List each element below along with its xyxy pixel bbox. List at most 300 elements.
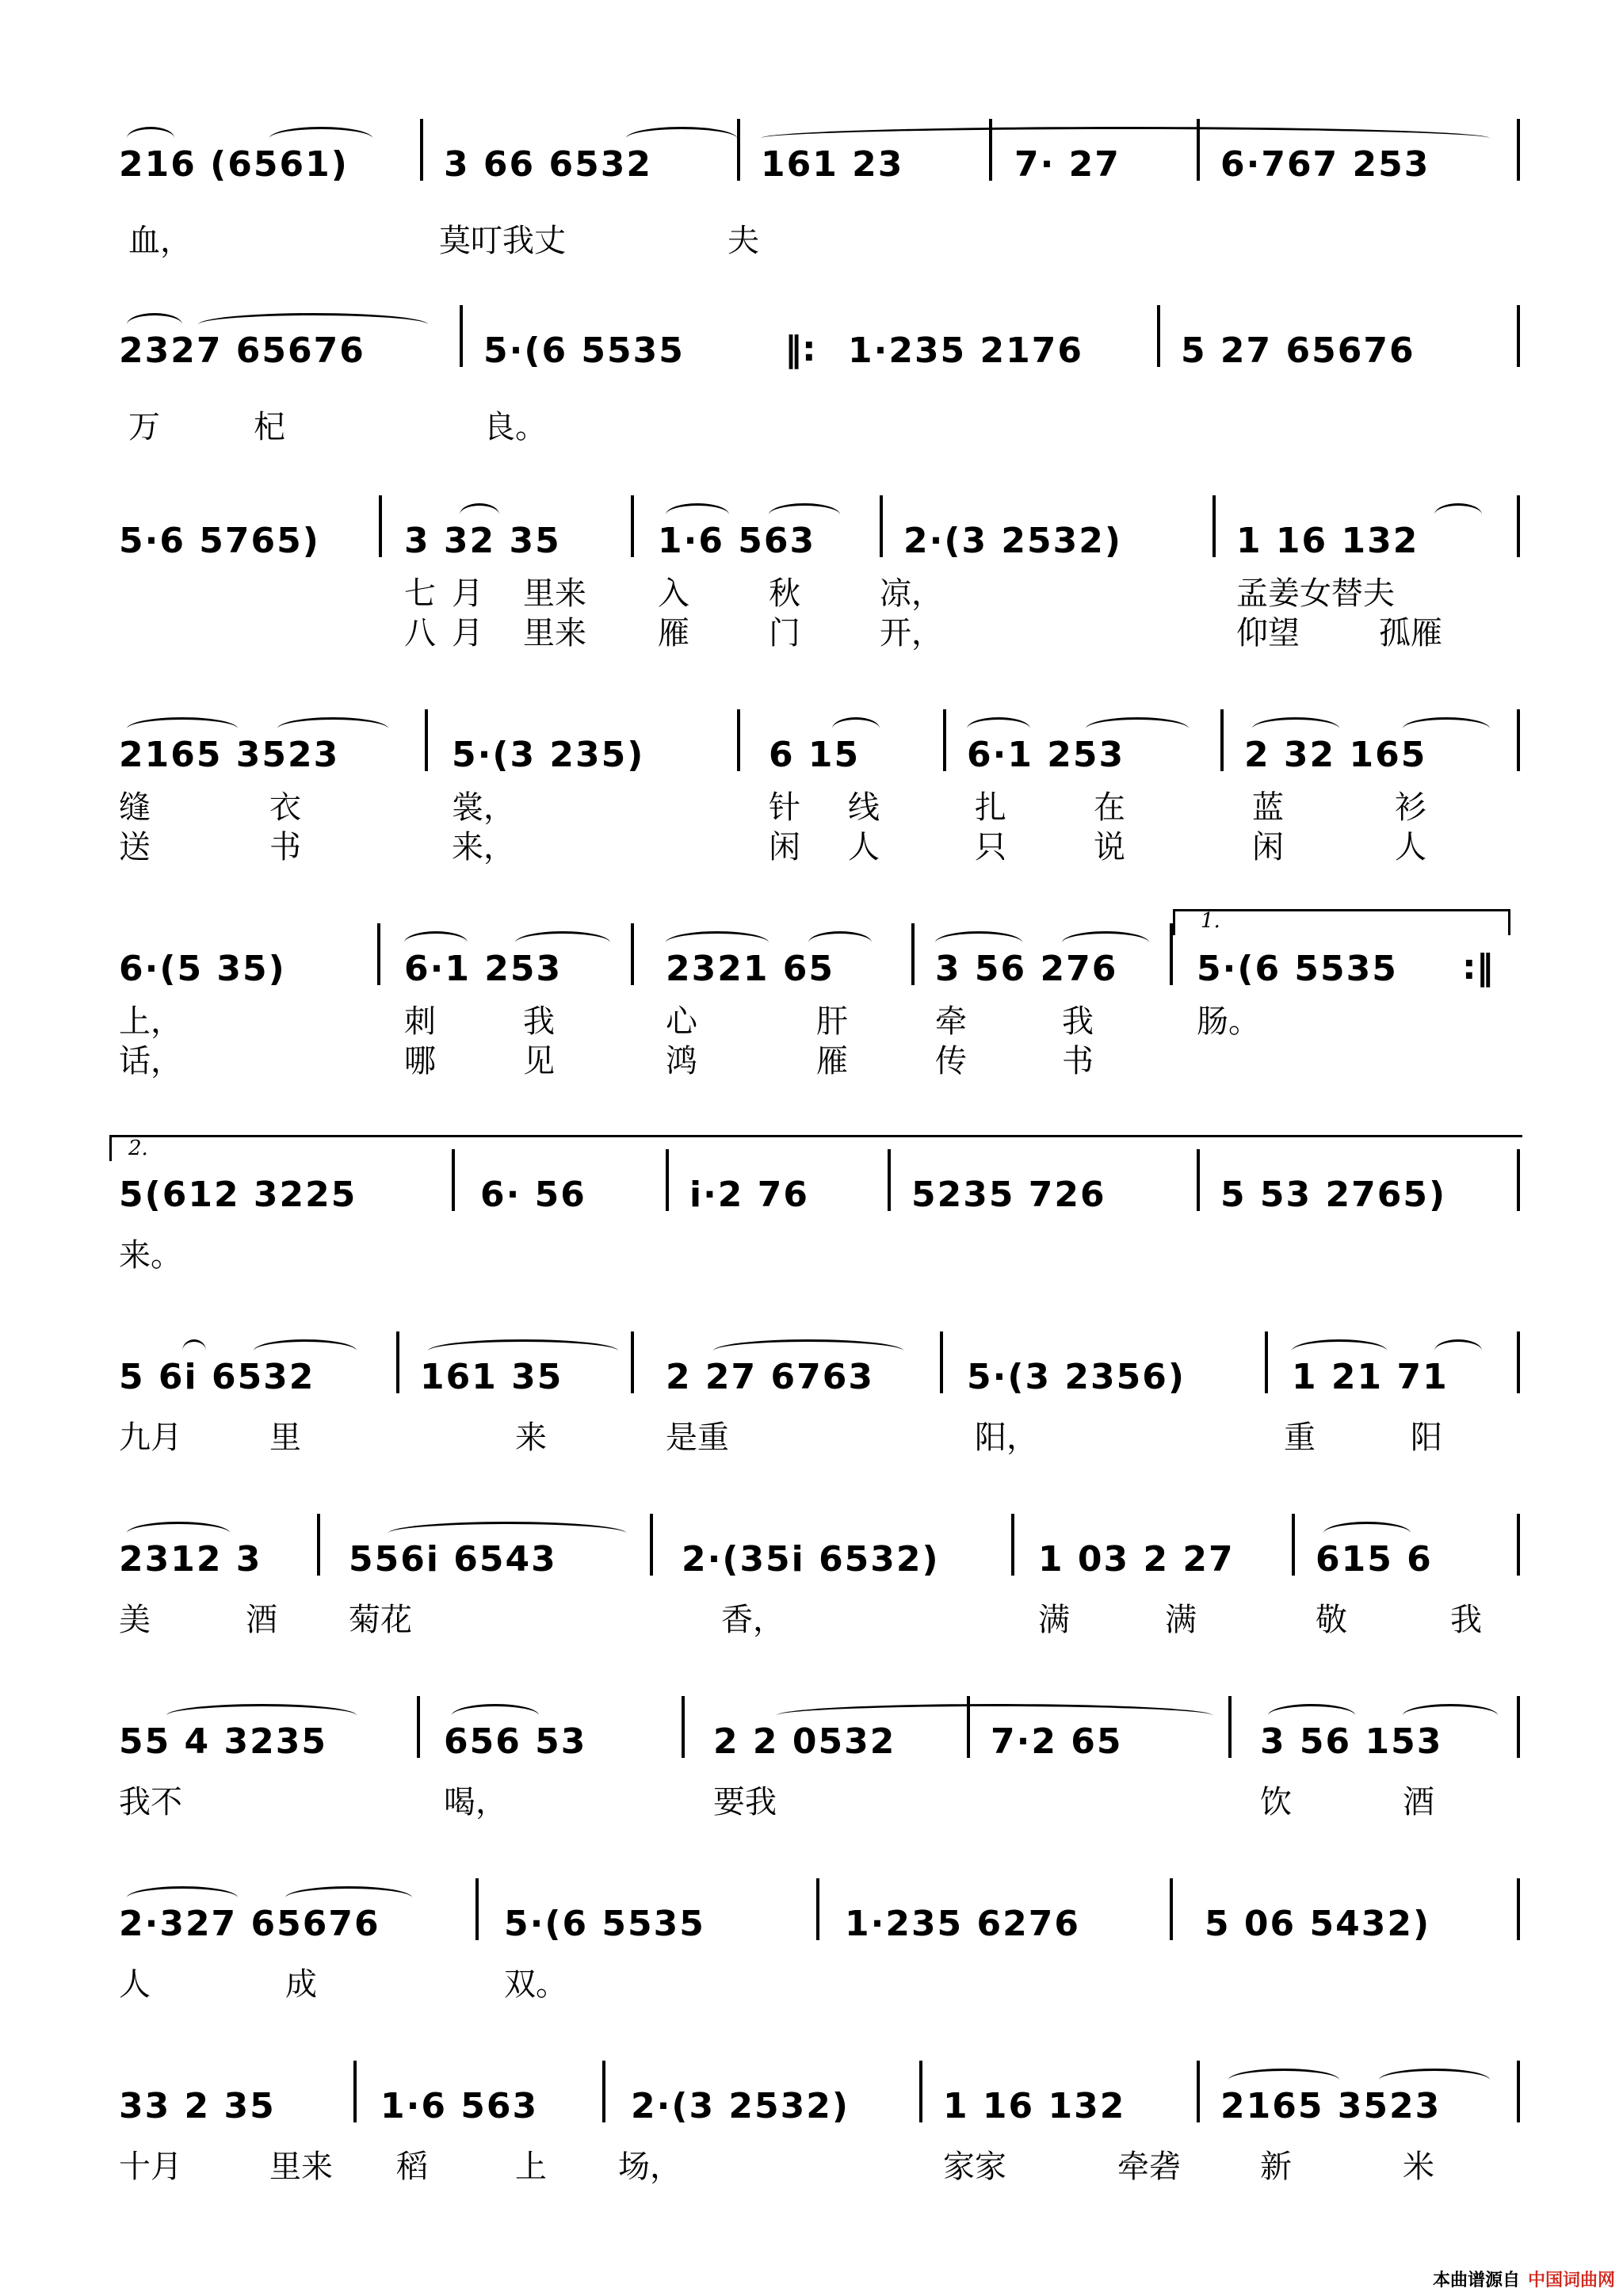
lyric: 门 — [769, 615, 800, 651]
lyric: 我 — [1450, 1602, 1482, 1638]
measure — [119, 127, 412, 198]
measure — [119, 503, 388, 575]
lyric-row — [119, 822, 1522, 865]
lyric: 里来 — [523, 575, 586, 612]
measure — [404, 931, 634, 1003]
measure — [1244, 717, 1514, 789]
lyric: 扎 — [975, 789, 1006, 826]
lyric: 血， — [128, 223, 192, 259]
jianpu-notes: 5 06 5432) — [1205, 1904, 1431, 1944]
system-3 — [119, 487, 1522, 662]
jianpu-notes: 2·(35i 6532) — [682, 1539, 940, 1580]
lyric: 送 — [119, 829, 151, 865]
slur — [1434, 1339, 1482, 1362]
measure — [713, 1704, 959, 1775]
lyric: 要我 — [713, 1784, 777, 1820]
system-5 — [119, 909, 1522, 1090]
barline — [737, 709, 740, 771]
lyric: 心 — [666, 1003, 697, 1040]
lyric: 万 — [128, 409, 160, 445]
lyric: 美 — [119, 1602, 151, 1638]
lyric-row — [119, 996, 1522, 1040]
lyric: 重 — [1284, 1419, 1316, 1456]
lyric: 双。 — [504, 1966, 567, 2003]
jianpu-notes: 7·2 65 — [991, 1721, 1123, 1762]
measure — [769, 717, 927, 789]
lyric: 里来 — [269, 2149, 333, 2185]
lyric: 哪 — [404, 1043, 436, 1079]
measure — [420, 1339, 626, 1411]
slur — [666, 503, 729, 526]
barline — [1292, 1514, 1295, 1576]
measure — [119, 1704, 388, 1775]
lyric: 牵砻 — [1117, 2149, 1181, 2185]
slur — [285, 1886, 412, 1909]
system-10 — [119, 1870, 1522, 2029]
measure — [689, 1157, 880, 1228]
slur — [452, 1704, 539, 1727]
system-1 — [119, 111, 1522, 269]
measure — [1205, 1886, 1514, 1958]
barline — [377, 923, 380, 985]
notation-line — [119, 111, 1522, 230]
measure — [682, 1522, 1014, 1593]
barline — [1220, 709, 1224, 771]
lyric: 来 — [515, 1419, 547, 1456]
measure — [935, 931, 1181, 1003]
lyric: 传 — [935, 1043, 967, 1079]
lyric: 雁 — [658, 615, 689, 651]
barline — [631, 495, 634, 557]
slur — [1252, 717, 1339, 740]
slur — [460, 503, 499, 526]
barline — [1517, 305, 1520, 367]
barline — [353, 2061, 357, 2122]
jianpu-notes: 6·767 253 — [1220, 144, 1430, 185]
measure — [483, 313, 769, 384]
barline — [666, 1149, 669, 1211]
lyric: 里 — [269, 1419, 301, 1456]
system-2 — [119, 297, 1522, 456]
lyric: 良。 — [483, 409, 547, 445]
barline — [1170, 923, 1173, 985]
lyric-row — [119, 1412, 1522, 1456]
slur — [769, 503, 840, 526]
lyric: 月 — [452, 615, 483, 651]
jianpu-notes: 3 56 153 — [1260, 1721, 1443, 1762]
lyric: 孟姜女替夫 — [1236, 575, 1395, 612]
measure — [666, 1339, 911, 1411]
jianpu-notes: 2 32 165 — [1244, 735, 1427, 775]
lyric: 九月 — [119, 1419, 182, 1456]
jianpu-notes: 5 53 2765) — [1220, 1175, 1447, 1215]
slur — [254, 1339, 357, 1362]
slur — [127, 127, 174, 150]
barline — [888, 1149, 891, 1211]
lyric: 阳 — [1411, 1419, 1442, 1456]
jianpu-notes: 55 4 3235 — [119, 1721, 327, 1762]
slur — [388, 1522, 626, 1545]
system-6 — [119, 1137, 1522, 1292]
volta-label: 1. — [1201, 909, 1220, 933]
lyric: 仰望 — [1236, 615, 1300, 651]
barline — [1517, 1878, 1520, 1940]
barline — [1197, 119, 1200, 181]
measure — [119, 1522, 309, 1593]
measure — [504, 1886, 805, 1958]
lyric: 针 — [769, 789, 800, 826]
barline — [911, 923, 915, 985]
slur — [626, 127, 737, 150]
barline — [737, 119, 740, 181]
lyric: 刺 — [404, 1003, 436, 1040]
measure — [119, 313, 436, 384]
barline — [940, 1331, 943, 1393]
lyric: 上， — [119, 1003, 182, 1040]
lyric-row — [119, 568, 1522, 612]
lyric: 孤雁 — [1379, 615, 1442, 651]
jianpu-notes: 1 21 71 — [1292, 1357, 1449, 1397]
slur — [808, 931, 872, 954]
slur — [1228, 2069, 1339, 2092]
barline — [475, 1878, 479, 1940]
lyric: 新 — [1260, 2149, 1292, 2185]
barline — [1197, 2061, 1200, 2122]
lyric-row — [119, 1036, 1522, 1079]
lyric: 雁 — [816, 1043, 848, 1079]
measure — [119, 1339, 388, 1411]
system-7 — [119, 1324, 1522, 1482]
lyric: 话， — [119, 1043, 182, 1079]
jianpu-notes: 5 6i 6532 — [119, 1357, 315, 1397]
jianpu-notes: 2321 65 — [666, 949, 835, 989]
barline — [631, 923, 634, 985]
barline — [602, 2061, 605, 2122]
barline — [317, 1514, 320, 1576]
lyric-row — [119, 782, 1522, 826]
measure — [119, 1157, 452, 1228]
jianpu-notes: 33 2 35 — [119, 2086, 276, 2126]
lyric: 喝， — [444, 1784, 507, 1820]
lyric: 敬 — [1316, 1602, 1347, 1638]
barline — [919, 2061, 922, 2122]
jianpu-notes: 5·(3 235) — [452, 735, 645, 775]
measure — [1220, 2069, 1514, 2140]
notation-line — [119, 297, 1522, 416]
barline — [379, 495, 382, 557]
measure — [1220, 1157, 1514, 1228]
measure — [1292, 1339, 1514, 1411]
lyric: 我 — [1062, 1003, 1094, 1040]
lyric: 只 — [975, 829, 1006, 865]
lyric: 莫叮我丈 — [439, 223, 566, 259]
slur — [182, 1339, 206, 1362]
lyric: 书 — [1062, 1043, 1094, 1079]
barline — [452, 1149, 455, 1211]
measure — [1260, 1704, 1514, 1775]
source-label: 本曲谱源自 — [1432, 2271, 1520, 2290]
lyric: 见 — [523, 1043, 555, 1079]
measure — [631, 2069, 916, 2140]
system-11 — [119, 2053, 1522, 2211]
lyric: 鸿 — [666, 1043, 697, 1079]
lyric: 八 — [404, 615, 436, 651]
slur — [269, 127, 372, 150]
lyric: 七 — [404, 575, 436, 612]
jianpu-notes: 5·(3 2356) — [967, 1357, 1186, 1397]
slur — [127, 1886, 238, 1909]
lyric: 是重 — [666, 1419, 729, 1456]
lyric: 月 — [452, 575, 483, 612]
slur — [935, 931, 1022, 954]
jianpu-notes: 5 27 65676 — [1181, 330, 1415, 371]
barline — [460, 305, 463, 367]
lyric: 香， — [721, 1602, 785, 1638]
lyric: 满 — [1038, 1602, 1070, 1638]
jianpu-notes: 1·235 6276 — [845, 1904, 1080, 1944]
slur — [127, 1522, 230, 1545]
barline — [880, 495, 883, 557]
jianpu-notes: 656 53 — [444, 1721, 587, 1762]
lyric-row — [119, 216, 1522, 259]
barline — [1517, 1331, 1520, 1393]
barline — [425, 709, 428, 771]
measure — [349, 1522, 650, 1593]
measure — [967, 1339, 1252, 1411]
site-brand-link[interactable]: 中国词曲网 — [1527, 2271, 1615, 2290]
jianpu-notes: 7· 27 — [1014, 144, 1121, 185]
slur — [404, 931, 468, 954]
slur — [166, 1704, 357, 1727]
jianpu-notes: 1·235 2176 — [848, 330, 1083, 371]
measure — [1181, 313, 1514, 384]
jianpu-notes: i·2 76 — [689, 1175, 809, 1215]
jianpu-notes: 5·(6 5535 — [504, 1904, 705, 1944]
jianpu-notes: 2165 3523 — [1220, 2086, 1442, 2126]
measure — [119, 931, 365, 1003]
lyric: 酒 — [246, 1602, 277, 1638]
barline — [420, 119, 423, 181]
lyric: 来。 — [119, 1237, 182, 1274]
lyric: 杞 — [254, 409, 285, 445]
lyric: 秋 — [769, 575, 800, 612]
slur — [1086, 717, 1189, 740]
jianpu-notes: 2·(3 2532) — [631, 2086, 850, 2126]
jianpu-notes: 161 35 — [420, 1357, 563, 1397]
repeat-end-sign: :‖ — [1462, 947, 1494, 988]
measure — [903, 503, 1205, 575]
barline — [1517, 2061, 1520, 2122]
jianpu-notes: 2165 3523 — [119, 735, 340, 775]
system-8 — [119, 1506, 1522, 1664]
slur — [127, 717, 238, 740]
jianpu-notes: 2 2 0532 — [713, 1721, 896, 1762]
barline — [1228, 1696, 1232, 1758]
measure — [1220, 127, 1522, 198]
slur — [127, 313, 182, 336]
jianpu-notes: 615 6 — [1316, 1539, 1433, 1580]
lyric: 我 — [523, 1003, 555, 1040]
jianpu-notes: 2 27 6763 — [666, 1357, 874, 1397]
measure — [991, 1704, 1228, 1775]
lyric-row — [119, 1595, 1522, 1638]
jianpu-notes: 6·1 253 — [967, 735, 1125, 775]
barline — [1212, 495, 1216, 557]
system-9 — [119, 1688, 1522, 1847]
barline — [631, 1331, 634, 1393]
barline — [417, 1696, 420, 1758]
barline — [1517, 1696, 1520, 1758]
jianpu-notes: 2327 65676 — [119, 330, 365, 371]
lyric: 开， — [880, 615, 943, 651]
lyric: 肝 — [816, 1003, 848, 1040]
measure — [1038, 1522, 1276, 1593]
barline — [1517, 1514, 1520, 1576]
measure — [761, 127, 999, 198]
jianpu-notes: 5235 726 — [911, 1175, 1106, 1215]
lyric: 家家 — [943, 2149, 1006, 2185]
slur — [198, 313, 428, 336]
barline — [396, 1331, 399, 1393]
measure — [943, 2069, 1212, 2140]
source-watermark — [1433, 2267, 1615, 2291]
barline — [1517, 495, 1520, 557]
lyric: 米 — [1403, 2149, 1434, 2185]
slur — [515, 931, 610, 954]
barline — [943, 709, 946, 771]
slur — [967, 717, 1030, 740]
lyric: 人 — [1395, 829, 1426, 865]
barline — [1517, 119, 1520, 181]
barline — [967, 1696, 970, 1758]
jianpu-notes: 1·6 563 — [380, 2086, 539, 2126]
lyric: 稻 — [396, 2149, 428, 2185]
lyric: 饮 — [1260, 1784, 1292, 1820]
lyric: 肠。 — [1197, 1003, 1260, 1040]
lyric: 闲 — [769, 829, 800, 865]
slur — [832, 717, 880, 740]
jianpu-notes: 1 16 132 — [943, 2086, 1126, 2126]
measure — [119, 717, 420, 789]
jianpu-notes: 216 (6561) — [119, 144, 349, 185]
slur — [428, 1339, 618, 1362]
lyric: 书 — [269, 829, 301, 865]
measure — [119, 1886, 452, 1958]
measure — [480, 1157, 663, 1228]
lyric-row — [119, 1777, 1522, 1820]
jianpu-notes: 2312 3 — [119, 1539, 262, 1580]
lyric: 上 — [515, 2149, 547, 2185]
measure — [845, 1886, 1178, 1958]
lyric: 我不 — [119, 1784, 182, 1820]
barline — [1517, 709, 1520, 771]
jianpu-notes: 5(612 3225 — [119, 1175, 357, 1215]
jianpu-notes: 5·6 5765) — [119, 521, 320, 561]
slur — [1403, 1704, 1498, 1727]
lyric: 人 — [119, 1966, 151, 2003]
barline — [650, 1514, 653, 1576]
jianpu-notes: 5·(6 5535 — [1197, 949, 1398, 989]
lyric: 衣 — [269, 789, 301, 826]
barline — [1011, 1514, 1014, 1576]
lyric: 夫 — [727, 223, 759, 259]
lyric: 人 — [848, 829, 880, 865]
lyric-row — [119, 402, 1522, 445]
lyric: 入 — [658, 575, 689, 612]
barline — [1517, 1149, 1520, 1211]
jianpu-notes: 161 23 — [761, 144, 904, 185]
lyric: 来， — [452, 829, 515, 865]
lyric-row — [119, 1959, 1522, 2003]
lyric: 裳， — [452, 789, 515, 826]
measure — [1197, 931, 1498, 1003]
lyric: 里来 — [523, 615, 586, 651]
measure — [404, 503, 642, 575]
jianpu-notes: 2·(3 2532) — [903, 521, 1122, 561]
jianpu-notes: 3 66 6532 — [444, 144, 652, 185]
lyric: 满 — [1165, 1602, 1197, 1638]
measure — [911, 1157, 1212, 1228]
lyric: 闲 — [1252, 829, 1284, 865]
lyric: 线 — [848, 789, 880, 826]
barline — [1265, 1331, 1268, 1393]
jianpu-notes: 6·1 253 — [404, 949, 563, 989]
jianpu-notes: 5·(6 5535 — [483, 330, 685, 371]
jianpu-notes: 1 03 2 27 — [1038, 1539, 1235, 1580]
jianpu-notes: 1 16 132 — [1236, 521, 1419, 561]
lyric: 成 — [285, 1966, 317, 2003]
lyric-row — [119, 608, 1522, 651]
jianpu-notes: 3 56 276 — [935, 949, 1118, 989]
jianpu-notes: 6 15 — [769, 735, 861, 775]
lyric: 说 — [1094, 829, 1125, 865]
slur — [1323, 1522, 1411, 1545]
jianpu-notes: 1·6 563 — [658, 521, 816, 561]
jianpu-notes: 2·327 65676 — [119, 1904, 380, 1944]
volta-label: 2. — [128, 1137, 148, 1160]
measure — [380, 2069, 594, 2140]
lyric: 缝 — [119, 789, 151, 826]
slur — [1403, 717, 1490, 740]
barline — [1197, 1149, 1200, 1211]
measure — [658, 503, 880, 575]
measure — [452, 717, 721, 789]
measure — [1316, 1522, 1514, 1593]
lyric: 十月 — [119, 2149, 182, 2185]
slur — [277, 717, 388, 740]
measure — [444, 1704, 658, 1775]
measure — [119, 2069, 349, 2140]
jianpu-notes: 6·(5 35) — [119, 949, 286, 989]
repeat-start-sign: ‖: — [785, 329, 816, 369]
lyric: 阳， — [975, 1419, 1038, 1456]
system-4 — [119, 701, 1522, 876]
barline — [816, 1878, 819, 1940]
slur — [666, 931, 769, 954]
lyric: 牵 — [935, 1003, 967, 1040]
lyric-row — [119, 2141, 1522, 2185]
barline — [1157, 305, 1160, 367]
jianpu-notes: 3 32 35 — [404, 521, 561, 561]
jianpu-notes: 556i 6543 — [349, 1539, 557, 1580]
measure — [1236, 503, 1514, 575]
slur — [1292, 1339, 1387, 1362]
slur — [1434, 503, 1482, 526]
barline — [989, 119, 992, 181]
slur — [1062, 931, 1149, 954]
measure — [666, 931, 903, 1003]
lyric: 衫 — [1395, 789, 1426, 826]
